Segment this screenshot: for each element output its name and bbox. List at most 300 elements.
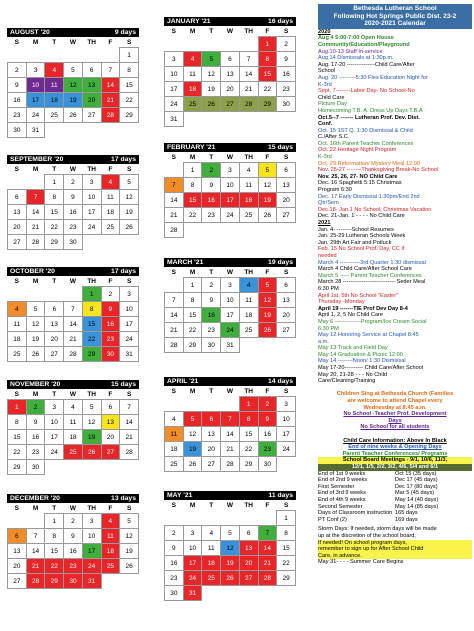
day-cell: 15 <box>183 308 202 323</box>
day-cell: 22 <box>183 323 202 338</box>
day-cell: 6 <box>101 400 120 415</box>
day-cell: 22 <box>258 82 277 97</box>
empty-cell <box>165 163 184 178</box>
weekday-label: TH <box>87 277 96 285</box>
day-cell: 27 <box>221 97 240 112</box>
day-cell: 19 <box>258 308 277 323</box>
event-line: Sept. 7--------Labor Day- No School-No <box>318 88 415 95</box>
weekday-label: F <box>265 501 270 509</box>
day-cell: 11 <box>239 293 258 308</box>
day-cell: 14 <box>120 415 139 430</box>
day-cell: 23 <box>202 208 221 223</box>
empty-cell <box>101 574 120 589</box>
day-cell: 25 <box>183 97 202 112</box>
day-cell: 10 <box>120 302 139 317</box>
day-cell: 8 <box>258 52 277 67</box>
day-cell: 10 <box>277 412 296 427</box>
day-cell: 1 <box>120 48 139 63</box>
stat-label: End of 2nd 9 weeks <box>318 477 368 484</box>
day-cell: 22 <box>82 332 101 347</box>
weekday-label: T <box>52 390 57 398</box>
weekday-label: S <box>283 27 289 35</box>
day-cell: 25 <box>239 208 258 223</box>
day-cell: 7 <box>26 529 45 544</box>
day-cell: 17 <box>221 193 240 208</box>
day-cell: 5 <box>183 412 202 427</box>
empty-cell <box>101 48 120 63</box>
day-cell: 3 <box>45 400 64 415</box>
event-line: Wednesday at 8:45 a.m. <box>363 404 427 411</box>
month-calendar <box>164 491 296 601</box>
day-cell: 9 <box>101 302 120 317</box>
day-cell: 14 <box>26 544 45 559</box>
day-cell: 16 <box>202 193 221 208</box>
event-line: April 19 -------TIE Prof Dev Day 8-4 <box>318 305 408 312</box>
event-line: Parent Teacher Conferences/ Programs <box>342 450 448 457</box>
empty-cell <box>82 460 101 475</box>
day-cell: 22 <box>8 445 27 460</box>
day-cell: 28 <box>64 347 83 362</box>
weekday-label: M <box>32 504 39 512</box>
day-cell: 14 <box>165 193 184 208</box>
event-line: 12/1, 1/5, 2/2, 3/2, 4/6, 5/4 and 6/1 <box>318 464 472 471</box>
school-day-count: 17 days <box>111 156 136 163</box>
event-line: May 14 --------Noon/ 1:30 Dismissal <box>318 358 406 365</box>
day-cell: 3 <box>120 287 139 302</box>
event-line: Nov. 25-27 --------Thanksgiving Break-No School <box>318 167 439 174</box>
day-cell: 2 <box>202 163 221 178</box>
month-header <box>7 267 139 276</box>
event-line: March 28 ---------------------------- Seder Meal <box>318 279 426 286</box>
day-cell: 25 <box>8 347 27 362</box>
empty-cell <box>26 287 45 302</box>
empty-cell <box>221 112 240 127</box>
month-name: SEPTEMBER '20 <box>10 156 64 163</box>
month-calendar <box>7 155 139 250</box>
day-cell: 16 <box>277 67 296 82</box>
month-header <box>7 155 139 164</box>
weekday-label: S <box>171 387 177 395</box>
stat-label: End of 1st 9 weeks <box>318 470 366 477</box>
day-cell: 20 <box>277 308 296 323</box>
empty-cell <box>202 511 221 526</box>
day-cell: 26 <box>258 208 277 223</box>
day-cell: 23 <box>26 445 45 460</box>
weekday-label: TH <box>87 504 96 512</box>
empty-cell <box>239 511 258 526</box>
weekday-label: M <box>189 387 196 395</box>
day-cell: 4 <box>8 302 27 317</box>
day-cell: 27 <box>8 574 27 589</box>
day-cell: 15 <box>239 427 258 442</box>
empty-cell <box>8 514 27 529</box>
weekday-label: TH <box>244 501 253 509</box>
day-cell: 13 <box>82 78 101 93</box>
empty-cell <box>183 112 202 127</box>
weekday-label: S <box>283 268 289 276</box>
school-day-count: 11 days <box>268 492 293 499</box>
day-cell: 24 <box>82 559 101 574</box>
school-day-count: 13 days <box>111 495 136 502</box>
footer-line: remember to sign up for After School Child <box>318 546 472 553</box>
empty-cell <box>277 112 296 127</box>
month-calendar <box>164 258 296 353</box>
day-cell: 31 <box>82 574 101 589</box>
day-cell: 12 <box>258 178 277 193</box>
day-cell: 14 <box>165 308 184 323</box>
day-cell: 7 <box>239 52 258 67</box>
day-cell: 23 <box>165 571 184 586</box>
day-cell: 27 <box>45 347 64 362</box>
day-cell: 23 <box>101 332 120 347</box>
event-line: K-3rd <box>318 154 332 161</box>
weekday-label: M <box>32 38 39 46</box>
day-cell: 12 <box>26 317 45 332</box>
event-line: Feb. 15 No School Prof. Day, CC if <box>318 246 405 253</box>
footer-line: Care, in advance. <box>318 553 472 560</box>
event-line: Aug 14 Dismissals at 1:30p.m. <box>318 55 394 62</box>
day-cell: 13 <box>277 293 296 308</box>
month-name: MAY '21 <box>167 492 193 499</box>
day-cell: 28 <box>165 338 184 353</box>
event-line: Jan. 29th Art Fair and Potluck <box>318 239 392 246</box>
month-calendar <box>164 143 296 238</box>
weekday-label: S <box>126 390 132 398</box>
weekday-label: TH <box>87 38 96 46</box>
day-cell: 11 <box>8 317 27 332</box>
day-cell: 4 <box>202 526 221 541</box>
day-cell: 12 <box>120 529 139 544</box>
day-cell: 31 <box>120 347 139 362</box>
weekday-label: F <box>108 165 113 173</box>
day-cell: 25 <box>202 571 221 586</box>
empty-cell <box>277 338 296 353</box>
weekday-label: M <box>189 268 196 276</box>
day-cell: 29 <box>277 571 296 586</box>
day-cell: 27 <box>202 457 221 472</box>
stat-label: PT Conf (2) <box>318 516 347 523</box>
event-line: Oct. 16th Parent Teacher Conferences <box>318 140 414 147</box>
event-line: 6:30 PM <box>318 285 339 292</box>
day-cell: 18 <box>45 93 64 108</box>
day-cell: 13 <box>101 415 120 430</box>
day-cell: 20 <box>8 220 27 235</box>
day-cell: 18 <box>202 556 221 571</box>
school-day-count: 17 days <box>111 268 136 275</box>
day-cell: 16 <box>202 308 221 323</box>
day-cell: 29 <box>120 108 139 123</box>
empty-cell <box>120 460 139 475</box>
day-cell: 1 <box>239 397 258 412</box>
day-cell: 11 <box>183 67 202 82</box>
day-cell: 8 <box>45 190 64 205</box>
day-cell: 1 <box>277 511 296 526</box>
footer-line: May 31- - - - Summer Care Begins <box>318 559 404 566</box>
empty-cell <box>202 397 221 412</box>
school-day-count: 16 days <box>268 18 293 25</box>
event-line: Oct. 29 Reformation/ Mystery Meal 12:00 <box>318 160 420 167</box>
day-cell: 16 <box>64 544 83 559</box>
day-cell: 26 <box>26 347 45 362</box>
stat-value: Dec 17 (45 days) <box>395 477 438 484</box>
day-cell: 21 <box>101 93 120 108</box>
day-cell: 31 <box>183 586 202 601</box>
month-header <box>7 494 139 503</box>
empty-cell <box>239 586 258 601</box>
weekday-label: S <box>171 268 177 276</box>
event-line: Aug. 20 ---------5:30 Flex Education Night for <box>318 74 428 81</box>
day-cell: 30 <box>165 586 184 601</box>
event-line: No School for all students <box>360 424 430 431</box>
event-line: School Board Meetings - 9/1, 10/6, 11/3, <box>318 457 472 464</box>
weekday-label: TH <box>87 165 96 173</box>
month-header <box>164 17 296 26</box>
day-cell: 25 <box>101 220 120 235</box>
weekday-label: TH <box>244 268 253 276</box>
weekday-label: T <box>209 387 214 395</box>
empty-cell <box>221 397 240 412</box>
day-cell: 19 <box>64 93 83 108</box>
empty-cell <box>26 514 45 529</box>
day-cell: 21 <box>165 323 184 338</box>
day-cell: 19 <box>82 430 101 445</box>
day-cell: 24 <box>277 442 296 457</box>
day-cell: 10 <box>221 293 240 308</box>
month-calendar <box>7 28 139 138</box>
empty-cell <box>101 123 120 138</box>
day-cell: 20 <box>101 430 120 445</box>
weekday-label: S <box>171 27 177 35</box>
empty-cell <box>8 287 27 302</box>
weekday-label: W <box>226 501 234 509</box>
empty-cell <box>277 223 296 238</box>
weekday-label: T <box>52 165 57 173</box>
day-cell: 5 <box>258 278 277 293</box>
day-cell: 14 <box>239 67 258 82</box>
day-cell: 10 <box>82 529 101 544</box>
event-line: Dec. 16 Spaghetti 5:15 Christmas <box>318 180 402 187</box>
stat-label: Second Semester <box>318 503 363 510</box>
day-cell: 5 <box>26 302 45 317</box>
day-cell: 4 <box>45 63 64 78</box>
day-cell: 10 <box>183 541 202 556</box>
day-cell: 10 <box>165 67 184 82</box>
day-cell: 12 <box>120 190 139 205</box>
day-cell: 1 <box>183 163 202 178</box>
event-line: C./After S.C. <box>318 134 350 141</box>
day-cell: 28 <box>239 97 258 112</box>
day-cell: 29 <box>45 235 64 250</box>
empty-cell <box>183 223 202 238</box>
day-cell: 7 <box>221 412 240 427</box>
day-cell: 5 <box>64 63 83 78</box>
weekday-label: S <box>14 504 20 512</box>
day-cell: 19 <box>221 556 240 571</box>
day-cell: 8 <box>8 415 27 430</box>
event-line: 2021 <box>318 220 331 226</box>
day-cell: 7 <box>165 293 184 308</box>
stat-value: 169 days <box>395 516 418 523</box>
day-cell: 16 <box>64 205 83 220</box>
weekday-label: W <box>69 277 77 285</box>
day-cell: 4 <box>183 52 202 67</box>
empty-cell <box>202 586 221 601</box>
day-cell: 22 <box>239 442 258 457</box>
school-day-count: 15 days <box>268 144 293 151</box>
day-cell: 29 <box>239 457 258 472</box>
event-line: April 1st, 5th No School "Easter" <box>318 292 399 299</box>
day-cell: 29 <box>82 347 101 362</box>
event-line: Aug.10-13 Staff In-service <box>318 48 383 55</box>
day-cell: 21 <box>258 556 277 571</box>
empty-cell <box>202 37 221 52</box>
day-cell: 9 <box>277 52 296 67</box>
stat-value: May 14 (85 days) <box>395 503 439 510</box>
term-stats <box>318 471 472 524</box>
weekday-label: TH <box>244 387 253 395</box>
school-day-count: 19 days <box>268 259 293 266</box>
event-line: Picture Day <box>318 101 347 108</box>
day-cell: 20 <box>277 193 296 208</box>
event-line <box>318 431 472 438</box>
day-cell: 13 <box>8 205 27 220</box>
weekday-label: T <box>52 277 57 285</box>
day-cell: 21 <box>165 208 184 223</box>
day-cell: 6 <box>8 529 27 544</box>
day-cell: 19 <box>202 82 221 97</box>
empty-cell <box>165 37 184 52</box>
day-cell: 8 <box>120 63 139 78</box>
empty-cell <box>183 511 202 526</box>
day-cell: 23 <box>258 442 277 457</box>
day-cell: 27 <box>101 445 120 460</box>
day-cell: 7 <box>64 302 83 317</box>
empty-cell <box>202 223 221 238</box>
day-cell: 1 <box>82 287 101 302</box>
empty-cell <box>221 586 240 601</box>
weekday-label: S <box>283 153 289 161</box>
day-cell: 15 <box>277 541 296 556</box>
month-header <box>164 258 296 267</box>
day-cell: 1 <box>45 175 64 190</box>
empty-cell <box>8 175 27 190</box>
day-cell: 24 <box>221 323 240 338</box>
event-line: Conf. <box>318 121 333 128</box>
day-cell: 2 <box>165 526 184 541</box>
day-cell: 11 <box>64 415 83 430</box>
day-cell: 17 <box>82 544 101 559</box>
day-cell: 26 <box>202 97 221 112</box>
weekday-label: S <box>171 153 177 161</box>
title-line: Following Hot Springs Public Dist. 23-2 <box>333 12 457 20</box>
stat-value: May 14 (40 days) <box>395 496 439 503</box>
day-cell: 11 <box>101 529 120 544</box>
day-cell: 20 <box>82 93 101 108</box>
empty-cell <box>165 397 184 412</box>
day-cell: 17 <box>221 308 240 323</box>
day-cell: 22 <box>45 559 64 574</box>
day-cell: 23 <box>64 559 83 574</box>
day-cell: 15 <box>45 544 64 559</box>
event-line: School <box>318 68 336 75</box>
month-name: MARCH '21 <box>167 259 204 266</box>
day-cell: 22 <box>183 208 202 223</box>
day-cell: 3 <box>277 397 296 412</box>
day-cell: 17 <box>277 427 296 442</box>
footer-line: up at the discretion of the school board. <box>318 532 416 539</box>
empty-cell <box>82 123 101 138</box>
day-cell: 14 <box>101 78 120 93</box>
day-cell: 12 <box>64 78 83 93</box>
weekday-label: S <box>126 277 132 285</box>
weekday-label: F <box>108 504 113 512</box>
day-cell: 14 <box>221 427 240 442</box>
day-cell: 18 <box>239 308 258 323</box>
day-cell: 1 <box>258 37 277 52</box>
empty-cell <box>82 235 101 250</box>
weekday-label: M <box>189 27 196 35</box>
day-cell: 7 <box>101 63 120 78</box>
day-cell: 24 <box>165 97 184 112</box>
event-line: No School -Teacher Prof. Development <box>343 411 447 418</box>
weekday-label: T <box>209 501 214 509</box>
day-cell: 13 <box>221 67 240 82</box>
stat-label: End of 4th 9 weeks <box>318 496 366 503</box>
day-cell: 3 <box>165 52 184 67</box>
day-cell: 26 <box>258 323 277 338</box>
day-cell: 5 <box>258 163 277 178</box>
event-line: Jan. 25-29 Lutheran Schools Week <box>318 233 406 240</box>
stat-label: End of 3rd 9 weeks <box>318 490 366 497</box>
event-line: needed <box>318 252 337 259</box>
day-cell: 30 <box>101 347 120 362</box>
event-line: Program 6:30 <box>318 187 352 194</box>
school-day-count: 15 days <box>111 381 136 388</box>
day-cell: 12 <box>258 293 277 308</box>
day-cell: 28 <box>258 571 277 586</box>
weekday-label: S <box>126 38 132 46</box>
day-cell: 9 <box>8 78 27 93</box>
month-name: OCTOBER '20 <box>10 268 55 275</box>
day-cell: 15 <box>120 78 139 93</box>
event-line: May 12 Honoring Service at Chapel 8:45 <box>318 332 419 339</box>
empty-cell <box>26 175 45 190</box>
weekday-label: S <box>171 501 177 509</box>
day-cell: 1 <box>8 400 27 415</box>
day-cell: 2 <box>8 63 27 78</box>
weekday-label: M <box>32 390 39 398</box>
day-cell: 23 <box>8 108 27 123</box>
weekday-label: F <box>108 277 113 285</box>
event-line: Care/Cleaning/Training <box>318 378 376 385</box>
event-line: Children Sing at Bethesda Church (Families <box>336 391 454 398</box>
day-cell: 3 <box>82 175 101 190</box>
day-cell: 4 <box>101 175 120 190</box>
day-cell: 5 <box>120 514 139 529</box>
weekday-label: S <box>283 387 289 395</box>
weekday-label: W <box>69 165 77 173</box>
empty-cell <box>120 123 139 138</box>
day-cell: 2 <box>101 287 120 302</box>
day-cell: 8 <box>183 293 202 308</box>
weekday-label: S <box>14 38 20 46</box>
day-cell: 17 <box>45 430 64 445</box>
empty-cell <box>239 112 258 127</box>
stat-value: Oct 15 (35 days) <box>395 470 437 477</box>
empty-cell <box>101 460 120 475</box>
footer-line: Storm Days: If needed, storm days will be made <box>318 526 437 533</box>
day-cell: 28 <box>26 574 45 589</box>
